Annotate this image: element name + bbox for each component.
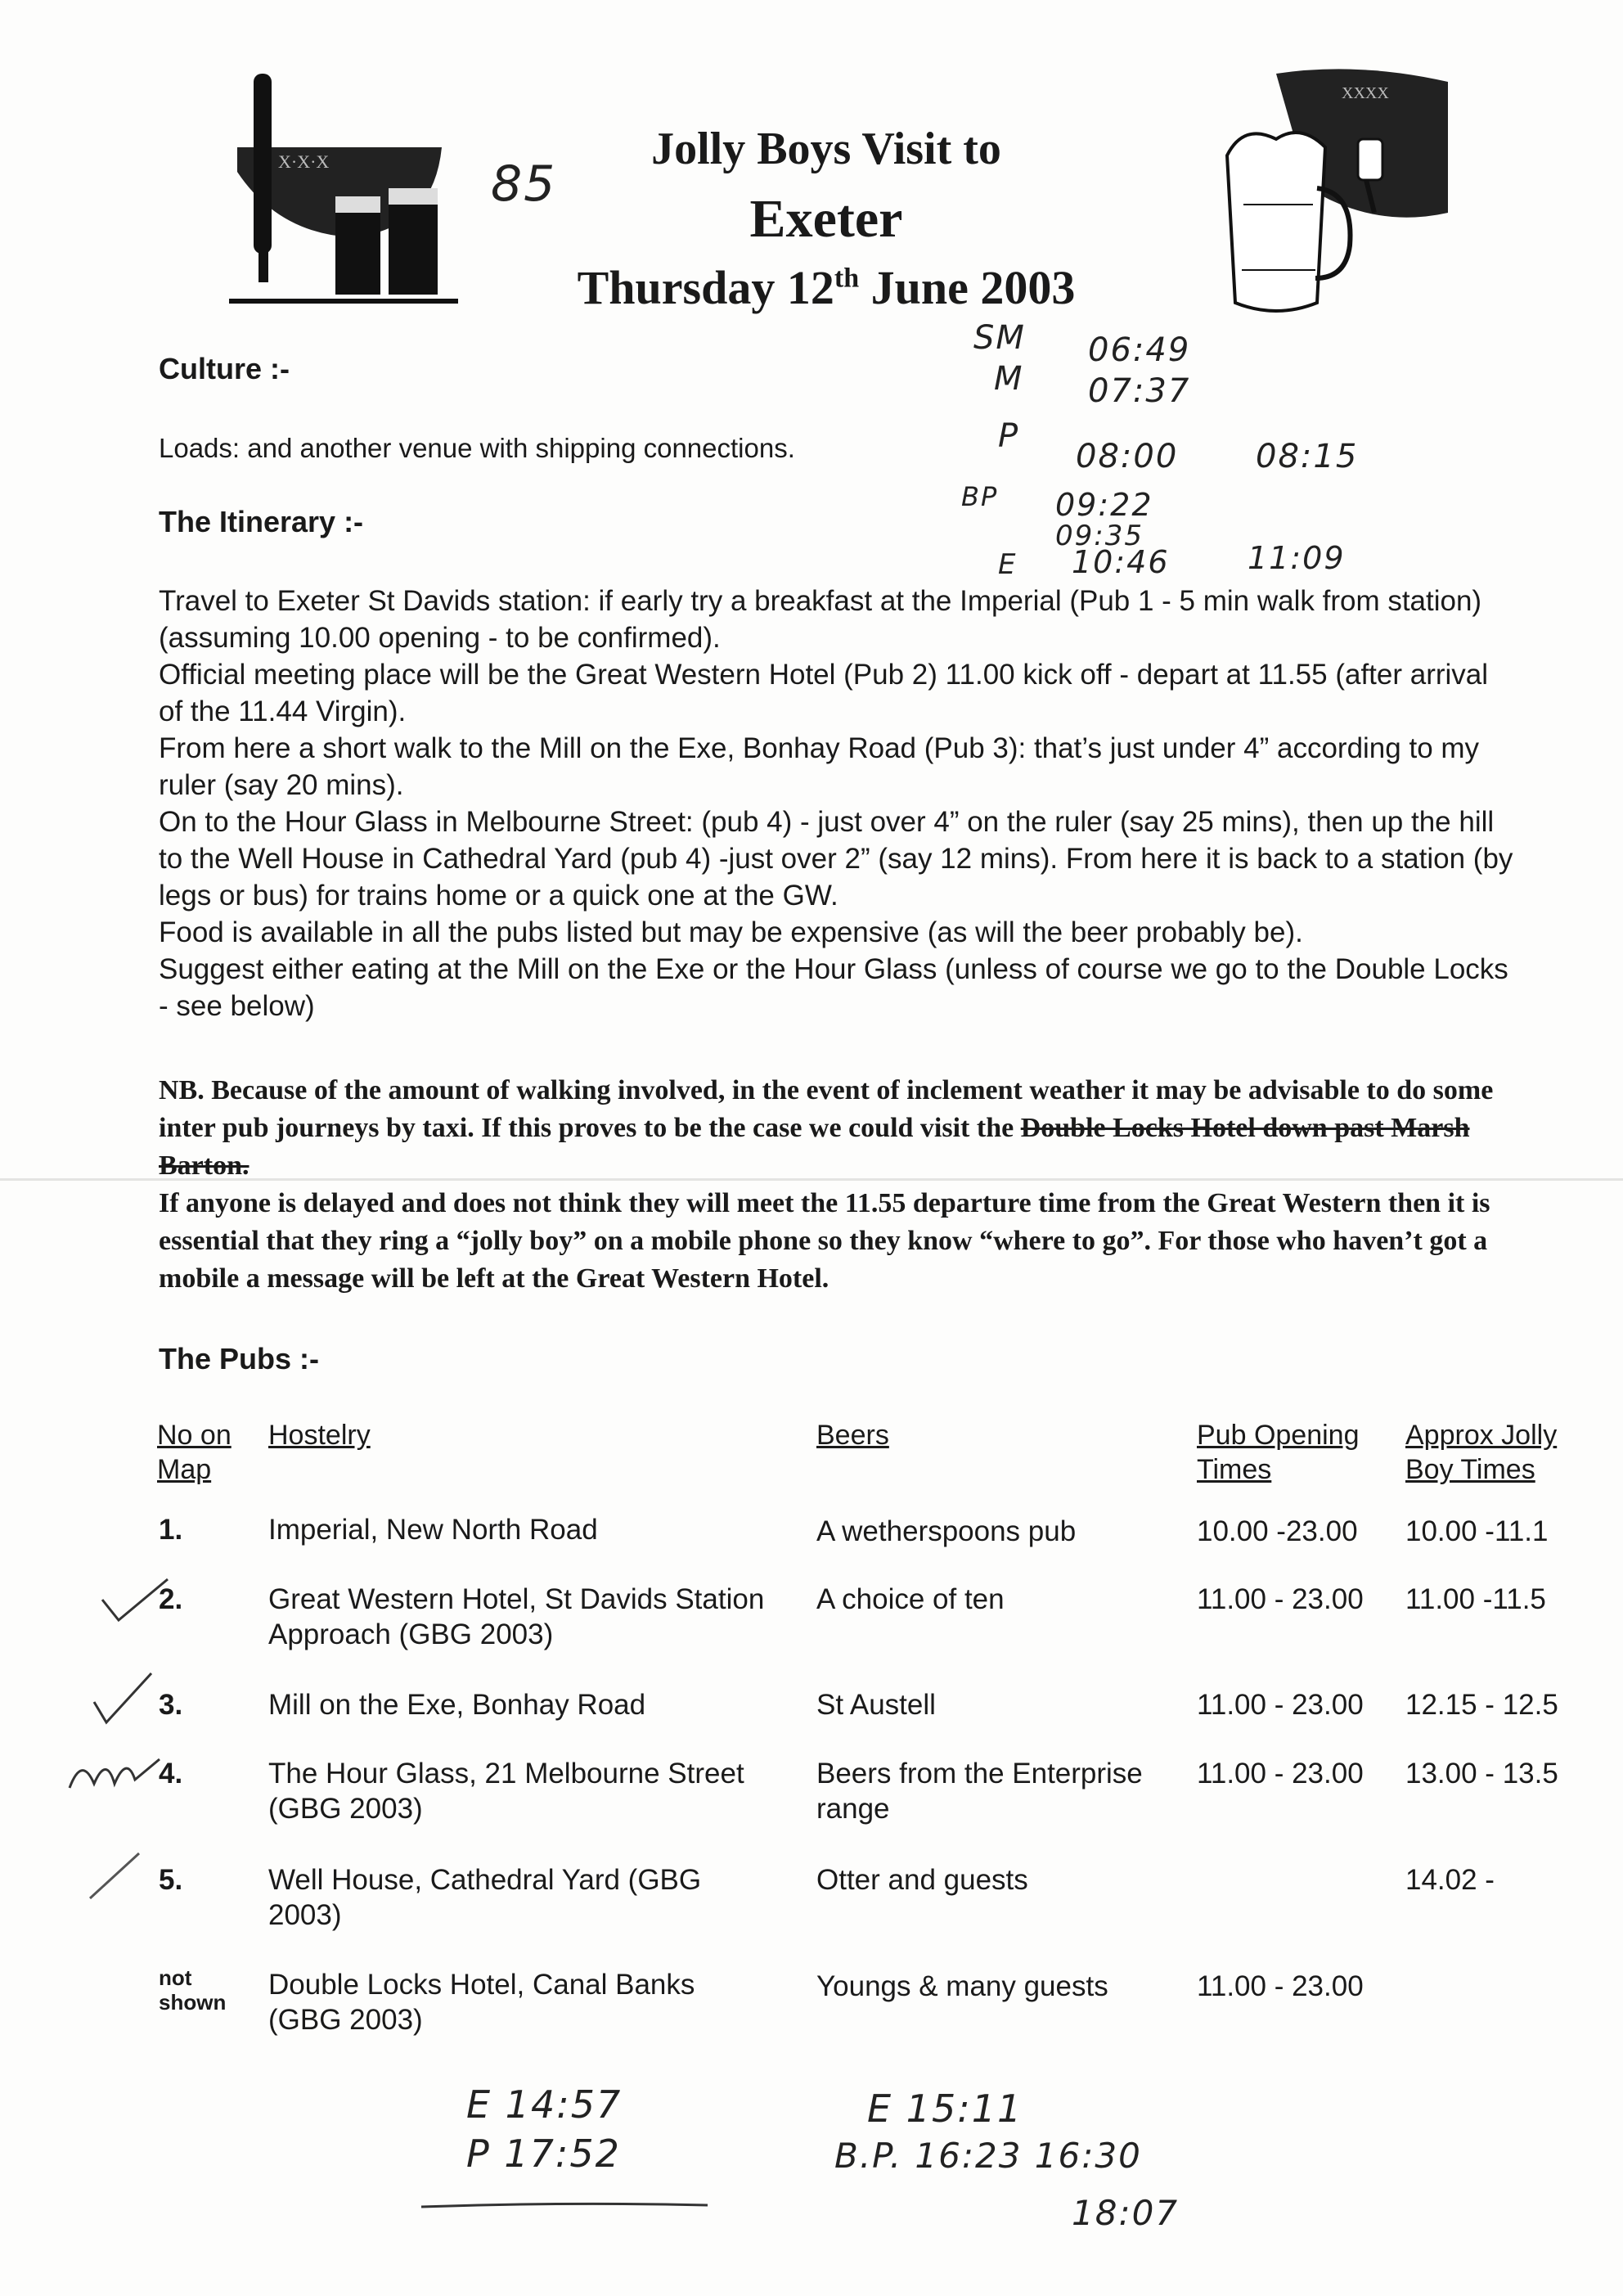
pub-number: 2. <box>159 1583 183 1615</box>
handwritten-time: 09:35 <box>1055 520 1144 552</box>
pub-beers: A choice of ten <box>816 1583 1005 1615</box>
pub-name: Double Locks Hotel, Canal Banks (GBG 2003) <box>268 1969 695 2036</box>
itinerary-paragraph: From here a short walk to the Mill on the Exe, Bonhay Road (Pub 3): that’s just under 4” according to my ruler (say 20 mins). <box>159 732 1480 801</box>
jolly-boy-times: 12.15 - 12.5 <box>1405 1689 1558 1721</box>
itinerary-paragraph: Official meeting place will be the Great Western Hotel (Pub 2) 11.00 kick off - depart at 11.55 (after arrival of the 11.44 Virgin). <box>159 659 1489 727</box>
handwritten-bp: B.P. 16:23 16:30 <box>834 2136 1142 2176</box>
pub-beers: St Austell <box>816 1689 936 1721</box>
pub-beers: Youngs & many guests <box>816 1970 1108 2002</box>
col-header-jolly-boy-times: Approx Jolly Boy Times <box>1405 1420 1558 1485</box>
itinerary-paragraph: Travel to Exeter St Davids station: if early try a breakfast at the Imperial (Pub 1 - 5 min walk from station) (assuming 10.00 opening - to be confirmed). <box>159 585 1482 654</box>
checkmark-icon <box>98 1575 172 1624</box>
scribble-mark-icon <box>65 1747 164 1804</box>
title-line-1: Jolly Boys Visit to <box>651 124 1001 174</box>
pub-name: Well House, Cathedral Yard (GBG 2003) <box>268 1864 702 1931</box>
beer-tankard-and-barrel-icon <box>1211 65 1456 327</box>
checkmark-icon <box>82 1849 147 1907</box>
underline-stroke <box>417 2197 712 2213</box>
handwritten-time: 07:37 <box>1088 372 1191 410</box>
jolly-boy-times: 14.02 - <box>1405 1864 1495 1896</box>
title-destination: Exeter <box>749 189 903 249</box>
handwritten-time: 10:46 <box>1072 544 1170 580</box>
col-header-hostelry: Hostelry <box>268 1420 371 1451</box>
itinerary-heading: The Itinerary :- <box>159 505 364 538</box>
handwritten-m: M <box>994 360 1024 398</box>
pub-name: Great Western Hotel, St Davids Station Approach (GBG 2003) <box>268 1583 765 1650</box>
culture-heading: Culture :- <box>159 352 290 385</box>
pub-opening-times: 11.00 - 23.00 <box>1197 1970 1364 2002</box>
col-header-beers: Beers <box>816 1420 889 1451</box>
pub-opening-times: 11.00 - 23.00 <box>1197 1758 1364 1790</box>
pub-beers: Beers from the Enterprise range <box>816 1758 1143 1825</box>
handwritten-time: 18:07 <box>1072 2193 1180 2233</box>
handwritten-p: P 17:52 <box>466 2132 621 2176</box>
beer-pump-and-pints-icon <box>229 65 458 311</box>
handwritten-time: 08:15 <box>1256 438 1359 475</box>
handwritten-e: E <box>998 548 1018 581</box>
handwritten-time: 08:00 <box>1076 438 1179 475</box>
pub-name: Imperial, New North Road <box>268 1514 598 1546</box>
pub-name: Mill on the Exe, Bonhay Road <box>268 1689 646 1721</box>
handwritten-time: 09:22 <box>1055 487 1153 523</box>
svg-text:XXXX: XXXX <box>1342 84 1389 102</box>
handwritten-time: 06:49 <box>1088 331 1191 369</box>
handwritten-sm: SM <box>973 319 1026 357</box>
pub-beers: A wetherspoons pub <box>816 1515 1077 1547</box>
nb-notice <box>159 1072 1500 1298</box>
handwritten-e: E 14:57 <box>466 2082 623 2127</box>
jolly-boy-times: 13.00 - 13.5 <box>1405 1758 1558 1790</box>
pub-opening-times: 11.00 - 23.00 <box>1197 1689 1364 1721</box>
pub-opening-times: 10.00 -23.00 <box>1197 1515 1358 1547</box>
pubs-heading: The Pubs :- <box>159 1342 319 1375</box>
handwritten-e: E 15:11 <box>867 2087 1023 2131</box>
jolly-boy-times: 10.00 -11.1 <box>1405 1515 1549 1547</box>
pub-number: 1. <box>159 1514 183 1546</box>
pub-number: 5. <box>159 1864 183 1896</box>
handwritten-p: P <box>998 417 1020 455</box>
handwritten-85: 85 <box>491 155 557 213</box>
svg-text:X·X·X: X·X·X <box>278 151 330 172</box>
culture-text: Loads: and another venue with shipping connections. <box>159 433 795 463</box>
itinerary-paragraph: Suggest either eating at the Mill on the Exe or the Hour Glass (unless of course we go to the Double Locks - see below) <box>159 953 1508 1022</box>
handwritten-time: 11:09 <box>1248 540 1346 576</box>
handwritten-bp: BP <box>961 481 999 512</box>
itinerary-body <box>159 583 1517 1024</box>
pub-number: 3. <box>159 1689 183 1721</box>
jolly-boy-times: 11.00 -11.5 <box>1405 1583 1546 1615</box>
itinerary-paragraph: Food is available in all the pubs listed but may be expensive (as will the beer probably be). <box>159 916 1303 948</box>
pub-number: not shown <box>159 1965 227 2015</box>
col-header-opening-times: Pub Opening Times <box>1197 1420 1360 1485</box>
itinerary-paragraph: On to the Hour Glass in Melbourne Street: (pub 4) - just over 4” on the ruler (say 25 mins), then up the hill to the Well House in Cathedral Yard (pub 4) -just over 2” (say 12 mins). From here it is back to a station (by legs or bus) for trains home or a quick one at the GW. <box>159 806 1513 912</box>
pub-opening-times: 11.00 - 23.00 <box>1197 1583 1364 1615</box>
pub-number: 4. <box>159 1758 183 1790</box>
title-date: Thursday 12th June 2003 <box>577 261 1076 314</box>
pub-beers: Otter and guests <box>816 1864 1028 1896</box>
pub-name: The Hour Glass, 21 Melbourne Street (GBG 2003) <box>268 1758 744 1825</box>
col-header-no-on-map: No on Map <box>157 1420 232 1485</box>
nb-paragraph-1: NB. Because of the amount of walking involved, in the event of inclement weather it may be advisable to do some inter pub journeys by taxi. If this proves to be the case we could visit the Double Locks Hotel down past Marsh Barton. <box>159 1075 1494 1181</box>
checkmark-icon <box>90 1669 155 1727</box>
nb-paragraph-2: If anyone is delayed and does not think they will meet the 11.55 departure time from the Great Western then it is essential that they ring a “jolly boy” on a mobile phone so they know “where to go”. For those who haven’t got a mobile a message will be left at the Great Western Hotel. <box>159 1188 1490 1294</box>
